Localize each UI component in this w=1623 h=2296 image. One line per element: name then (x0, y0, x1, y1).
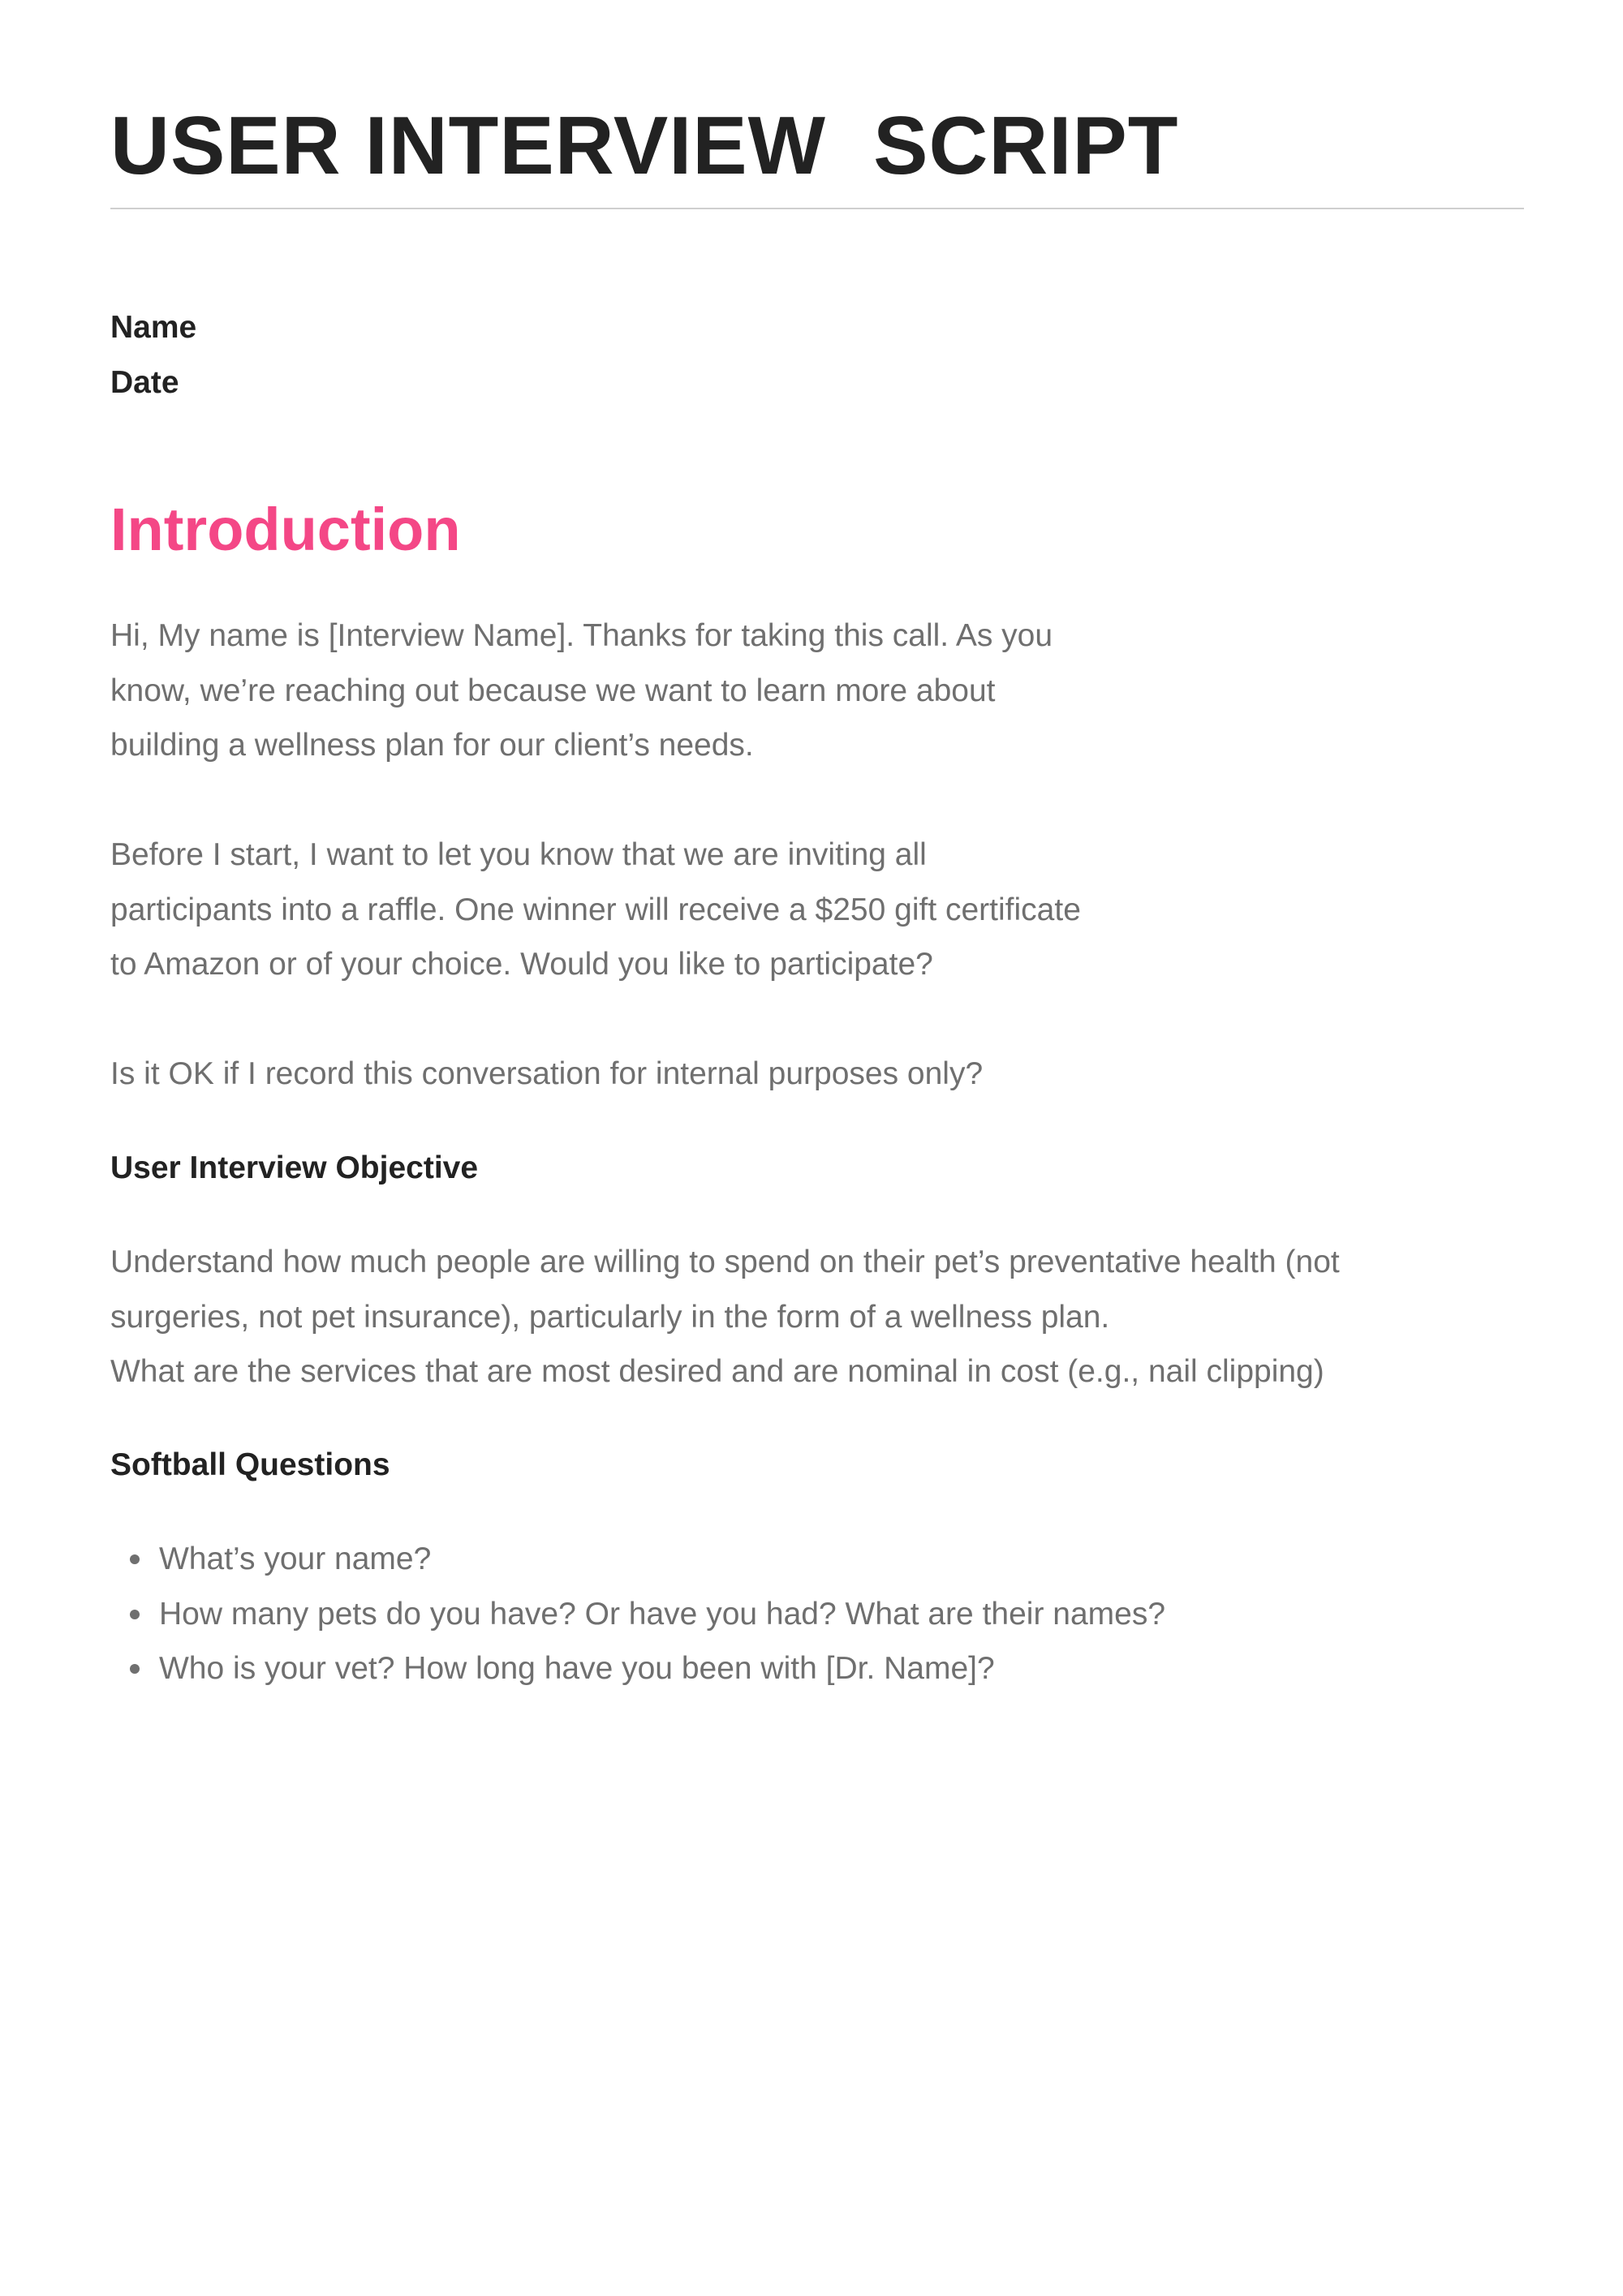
intro-paragraph-1-line: know, we’re reaching out because we want to learn more about (110, 673, 996, 708)
intro-paragraph-1-line: Hi, My name is [Interview Name]. Thanks for taking this call. As you (110, 618, 1053, 653)
intro-paragraph-3-line: Is it OK if I record this conversation for internal purposes only? (110, 1056, 984, 1091)
intro-paragraph-2-line: to Amazon or of your choice. Would you like to participate? (110, 947, 933, 982)
objective-heading: User Interview Objective (110, 1150, 479, 1185)
bullet-icon (130, 1664, 140, 1674)
bullet-icon (130, 1554, 140, 1564)
meta-fields (110, 300, 196, 411)
objective-line: Understand how much people are willing to spend on their pet’s preventative health (not (110, 1245, 1340, 1279)
objective-line: What are the services that are most desired and are nominal in cost (e.g., nail clipping) (110, 1354, 1324, 1389)
objective-line: surgeries, not pet insurance), particularly in the form of a wellness plan. (110, 1299, 1110, 1335)
name-label: Name (110, 310, 197, 345)
intro-paragraph-1 (110, 608, 1246, 773)
question-text: What’s your name? (159, 1541, 432, 1576)
bullet-icon (130, 1610, 140, 1619)
question-text: Who is your vet? How long have you been with [Dr. Name]? (159, 1651, 995, 1686)
softball-questions-list (110, 1532, 1165, 1696)
objective-text (110, 1235, 1524, 1400)
list-item (110, 1532, 1165, 1587)
intro-paragraph-2-line: participants into a raffle. One winner will receive a $250 gift certificate (110, 892, 1081, 927)
list-item (110, 1641, 1165, 1696)
date-label: Date (110, 365, 179, 400)
softball-questions-heading: Softball Questions (110, 1447, 390, 1482)
title-divider (110, 208, 1524, 209)
intro-paragraph-1-line: building a wellness plan for our client’s needs. (110, 728, 754, 763)
question-text: How many pets do you have? Or have you had? What are their names? (159, 1596, 1166, 1632)
intro-paragraph-3 (110, 1047, 1409, 1102)
introduction-heading: Introduction (110, 496, 461, 563)
intro-paragraph-2 (110, 828, 1246, 992)
list-item (110, 1587, 1165, 1642)
document-title: USER INTERVIEW SCRIPT (110, 101, 1179, 191)
intro-paragraph-2-line: Before I start, I want to let you know that we are inviting all (110, 837, 927, 872)
